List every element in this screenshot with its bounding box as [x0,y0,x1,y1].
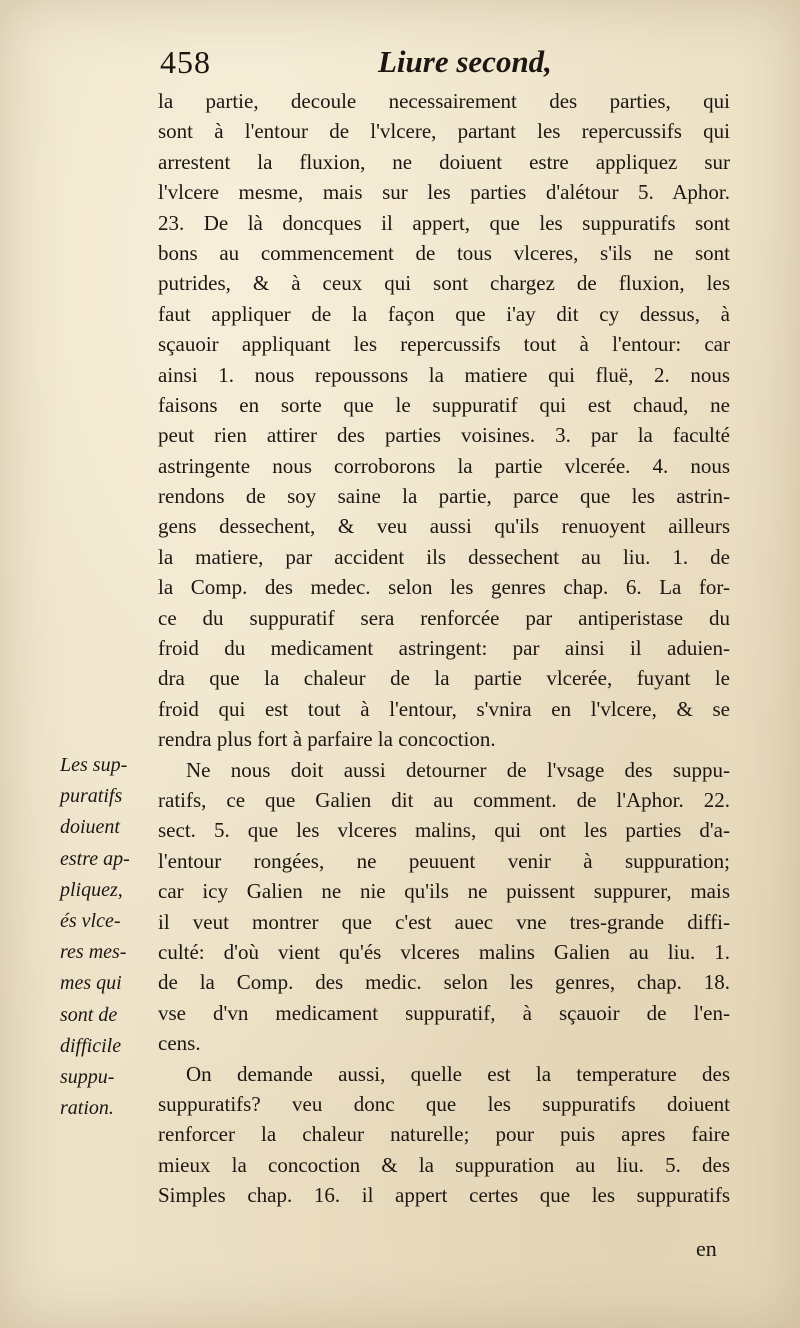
text-line: putrides, & à ceux qui sont chargez de fluxion, les [158,271,730,296]
margin-note-line: res mes- [60,941,127,964]
text-line: suppuratifs? veu donc que les suppuratifs doiuent [158,1091,730,1116]
text-line: Simples chap. 16. il appert certes que les suppuratifs [158,1183,730,1208]
text-line: ratifs, ce que Galien dit au comment. de l'Aphor. 22. [158,787,730,812]
margin-note-line: puratifs [60,785,123,808]
text-line: cens. [158,1031,201,1056]
text-line: peut rien attirer des parties voisines. 3. par la faculté [158,423,730,448]
margin-note-line: mes qui [60,972,122,995]
text-line: mieux la concoction & la suppuration au liu. 5. des [158,1152,730,1177]
text-line: Ne nous doit aussi detourner de l'vsage des suppu- [186,757,730,782]
text-line: froid du medicament astringent: par ainsi il aduien- [158,636,730,661]
text-line: ainsi 1. nous repoussons la matiere qui fluë, 2. nous [158,362,730,387]
body-text [158,86,730,1210]
margin-note-line: ration. [60,1097,114,1120]
margin-note-line: sont de [60,1003,118,1026]
text-line: la partie, decoule necessairement des parties, qui [158,89,730,113]
text-line: sçauoir appliquant les repercussifs tout à l'entour: car [158,332,730,357]
margin-note-line: difficile [60,1034,122,1057]
text-line: astringente nous corroborons la partie vlcerée. 4. nous [158,453,730,478]
text-line: renforcer la chaleur naturelle; pour puis apres faire [158,1122,730,1147]
text-line: rendons de soy saine la partie, parce que les astrin- [158,484,730,509]
margin-note [60,750,156,1124]
margin-note-line: estre ap- [60,847,130,870]
text-line: sect. 5. que les vlceres malins, qui ont les parties d'a- [158,818,730,843]
text-line: la matiere, par accident ils dessechent au liu. 1. de [158,544,730,569]
text-line: car icy Galien ne nie qu'ils ne puissent suppurer, mais [158,879,730,904]
text-line: il veut montrer que c'est auec vne tres-grande diffi- [158,909,730,934]
text-line: vse d'vn medicament suppuratif, à sçauoir de l'en- [158,1000,730,1025]
text-line: rendra plus fort à parfaire la concoction. [158,727,496,752]
text-line: culté: d'où vient qu'és vlceres malins Galien au liu. 1. [158,939,730,964]
text-line: 23. De là doncques il appert, que les suppuratifs sont [158,210,730,235]
text-line: arrestent la fluxion, ne doiuent estre appliquez sur [158,149,730,174]
page-header [160,44,760,90]
page-number: 458 [160,44,211,80]
margin-note-line: suppu- [60,1065,115,1088]
text-line: ce du suppuratif sera renforcée par antiperistase du [158,605,730,630]
text-line: sont à l'entour de l'vlcere, partant les repercussifs qui [158,119,730,144]
text-line: gens dessechent, & veu aussi qu'ils renuoyent ailleurs [158,514,730,539]
margin-note-line: és vlce- [60,909,121,932]
catchword: en [696,1236,717,1261]
text-line: faut appliquer de la façon que i'ay dit cy dessus, à [158,301,730,326]
text-line: faisons en sorte que le suppuratif qui est chaud, ne [158,392,730,417]
text-line: bons au commencement de tous vlceres, s'ils ne sont [158,240,730,265]
margin-note-line: Les sup- [60,754,128,776]
text-line: l'entour rongées, ne peuuent venir à suppuration; [158,848,730,873]
text-line: froid qui est tout à l'entour, s'vnira en l'vlcere, & se [158,696,730,721]
margin-note-line: pliquez, [60,878,123,901]
running-title: Liure second, [378,44,552,79]
margin-note-line: doiuent [60,816,120,839]
text-line: l'vlcere mesme, mais sur les parties d'alétour 5. Aphor. [158,180,730,205]
text-line: On demande aussi, quelle est la temperature des [186,1061,730,1086]
text-line: la Comp. des medec. selon les genres chap. 6. La for- [158,575,730,600]
text-line: dra que la chaleur de la partie vlcerée, fuyant le [158,666,730,691]
text-line: de la Comp. des medic. selon les genres, chap. 18. [158,970,730,995]
